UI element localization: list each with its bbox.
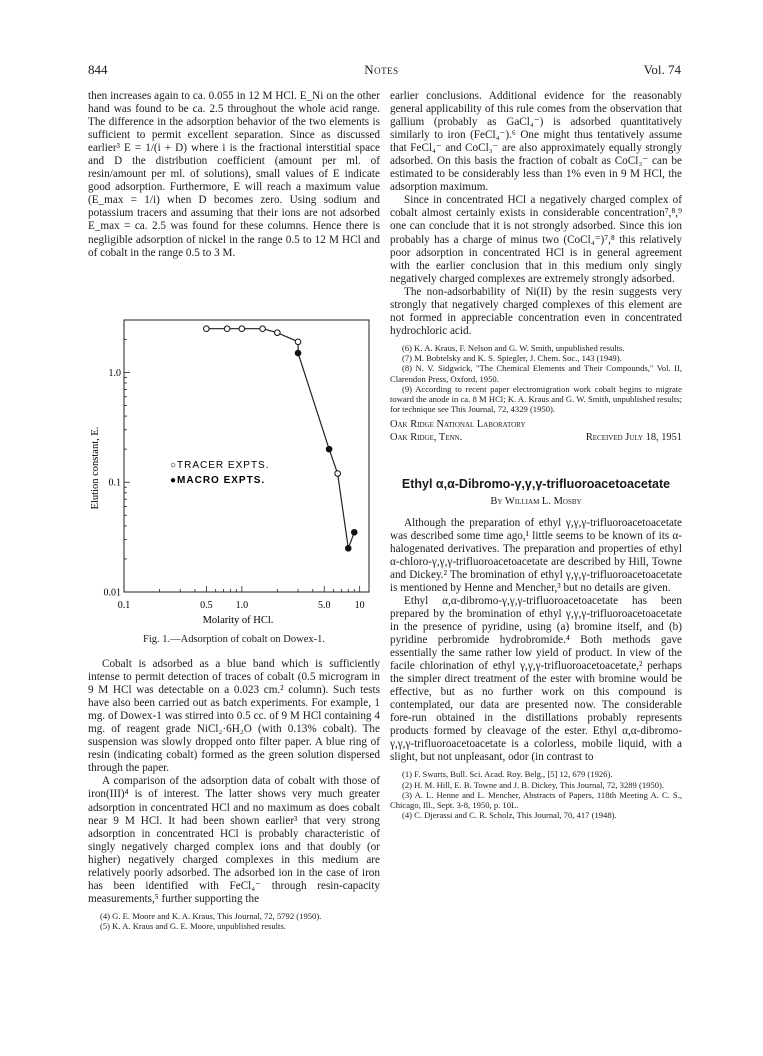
- legend: [170, 460, 270, 486]
- footnote: (7) M. Bobtelsky and K. S. Spiegler, J. Chem. Soc., 143 (1949).: [402, 353, 622, 364]
- x-axis-label: Molarity of HCl.: [202, 615, 274, 626]
- paragraph: Although the preparation of ethyl γ,γ,γ-trifluoroacetoacetate was described some time ago,¹ little seems to be known of its α-halogenated derivatives. The preparation and properties of ethyl α-chloro-γ,γ,γ-trifluoroacetoacetate are described by Hill, Towne and Dickey.² The bromination of ethyl γ,γ,γ-trifluoroacetoacetate is mentioned by Henne and Mencher,³ but no details are given.: [390, 516, 682, 594]
- footnote: (4) G. E. Moore and K. A. Kraus, This Journal, 72, 5792 (1950).: [100, 910, 322, 921]
- paragraph: The non-adsorbability of Ni(II) by the resin suggests very strongly that negatively charged complexes of this element are not formed in appreciable concentration even in concentrated hydrochloric acid.: [390, 285, 682, 337]
- macro-point: [351, 529, 357, 535]
- legend-macro: ●MACRO EXPTS.: [170, 475, 266, 486]
- figure-elution-chart: [88, 318, 380, 648]
- tracer-point: [239, 326, 245, 332]
- footnote: (1) F. Swarts, Bull. Sci. Acad. Roy. Belg., [5] 12, 679 (1926).: [402, 769, 613, 780]
- footnote: (2) H. M. Hill, E. B. Towne and J. B. Dickey, This Journal, 72, 3289 (1950).: [402, 779, 665, 790]
- x-tick-label: 0.5: [200, 600, 213, 611]
- footnote: (5) K. A. Kraus and G. E. Moore, unpublished results.: [100, 921, 286, 932]
- tracer-point: [224, 326, 230, 332]
- paragraph: then increases again to ca. 0.055 in 12 M HCl. E_Ni on the other hand was found to be ca. 2.5 throughout the whole acid range. The difference in the adsorption behavior of the two elements is sufficient to permit excellent separation. Since as discussed earlier³ E = 1/(i + D) where i is the fractional interstitial space and D the distribution coefficient (amount per ml. of resin/amount per ml. of solutions), small values of E indicate good adsorption. Furthermore, E will reach a maximum value (E_max = 1/i) when D becomes zero. Using sodium and potassium tracers and assuming that their ions are not adsorbed E_max = ca. 2.5 was found for these columns. Hence there is negligible adsorption of nickel in the range 0.5 to 12 M HCl and of cobalt in the range 0.5 to 3 M.: [88, 90, 380, 259]
- macro-point: [295, 350, 301, 356]
- x-tick-label: 1.0: [235, 600, 249, 611]
- section-header: Notes: [364, 62, 399, 77]
- paragraph: A comparison of the adsorption data of cobalt with those of iron(III)⁴ is of interest. The latter shows very much greater adsorption in concentrated HCl and no maximum as does cobalt near 9 M HCl. It had been shown earlier³ that very strong adsorption in concentrated HCl is probably characteristic of singly negatively charged complex ions and that doubly (or higher) negatively charged complexes in this medium are relatively poorly adsorbed. The adsorbed ion in the case of iron has been identified with FeCl₄⁻ through resin-capacity measurements,⁵ further supporting the: [88, 775, 380, 905]
- footnote: (8) N. V. Sidgwick, "The Chemical Elements and Their Compounds," Vol. II, Clarendon Press, Oxford, 1950.: [390, 363, 682, 384]
- footnote: (9) According to recent paper electromigration work cobalt begins to migrate toward the anode in ca. 8 M HCl; K. A. Kraus and G. W. Smith, unpublished results; for technique see This Journal, 72, 4329 (1950).: [390, 383, 682, 415]
- received-date: Received July 18, 1951: [585, 432, 682, 444]
- volume-label: Vol. 74: [643, 62, 681, 77]
- footnotes-right: [390, 343, 682, 414]
- affiliation-city-line: [390, 431, 682, 444]
- tracer-point: [275, 330, 281, 336]
- legend-tracer: ○TRACER EXPTS.: [170, 460, 270, 471]
- footnotes-article: [390, 769, 682, 820]
- footnote: (3) A. L. Henne and L. Mencher, Abstracts of Papers, 118th Meeting A. C. S., Chicago, Ill., Sept. 3-8, 1950, p. 10L.: [390, 789, 682, 810]
- affiliation-city: Oak Ridge, Tenn.: [390, 432, 463, 444]
- x-tick-label: 5.0: [317, 600, 331, 611]
- elution-curve: [206, 329, 354, 549]
- x-tick-label: 0.1: [117, 600, 131, 611]
- right-column: [390, 90, 682, 820]
- y-axis-label: Elution constant, E.: [90, 426, 101, 510]
- chart-svg: [88, 318, 380, 634]
- plot-frame: [124, 320, 369, 592]
- tracer-point: [295, 339, 301, 345]
- figure-caption: Fig. 1.—Adsorption of cobalt on Dowex-1.: [143, 634, 325, 645]
- paragraph: earlier conclusions. Additional evidence for the reasonably general applicability of this rule comes from the observation that gallium (probably as GaCl₄⁻) is adsorbed quantitatively similarly to iron (FeCl₄⁻).⁶ One might thus tentatively assume that FeCl₄⁻ and CoCl₃⁻ are also approximately equally strongly adsorbed. On this basis the fraction of cobalt as CoCl₃⁻ can be estimated to be considerably less than 1% even in 9 M HCl, the adsorption maximum.: [390, 90, 682, 194]
- x-tick-label: 10: [354, 600, 365, 611]
- left-column-top: [88, 90, 380, 260]
- y-tick-label: 0.1: [108, 477, 121, 489]
- paragraph: Cobalt is adsorbed as a blue band which is sufficiently intense to permit detection of traces of cobalt (0.5 microgram in 9 M HCl was detectable on a 0.023 cm.² column). Such tests have also been carried out as batch experiments. For example, 1 mg. of Dowex-1 was stirred into 0.5 cc. of 9 M HCl containing 4 mg. of reagent grade NiCl₂·6H₂O (with 0.13% cobalt). The suspension was slowly dropped onto filter paper. A blue ring of resin (indicating cobalt) formed as the green solution dispersed through the paper.: [88, 658, 380, 775]
- footnote: (6) K. A. Kraus, F. Nelson and G. W. Smith, unpublished results.: [402, 342, 625, 353]
- paragraph: Since in concentrated HCl a negatively charged complex of cobalt almost certainly exists in considerable concentration⁷,⁸,⁹ one can conclude that it is not strongly adsorbed. Since this ion probably has a charge of minus two (CoCl₄⁼)⁷,⁸ this relatively poor adsorption in concentrated HCl is in general agreement with the earlier conclusion that in this medium only singly negatively charged complexes are extremely strongly adsorbed.: [390, 194, 682, 285]
- macro-point: [326, 446, 332, 452]
- tracer-point: [335, 471, 341, 477]
- macro-point: [345, 546, 351, 552]
- y-tick-label: 0.01: [103, 587, 121, 599]
- tracer-point: [260, 326, 266, 332]
- y-tick-label: 1.0: [108, 367, 121, 379]
- affiliation: [390, 418, 682, 444]
- footnote: (4) C. Djerassi and C. R. Scholz, This Journal, 70, 417 (1948).: [402, 810, 617, 821]
- paragraph: Ethyl α,α-dibromo-γ,γ,γ-trifluoroacetoacetate has been prepared by the bromination of ethyl γ,γ,γ-trifluoroacetoacetate in the presence of pyridine, using (a) bromine itself, and (b) pyridine perbromide hydrobromide.⁴ Both methods gave essentially the same rather low yield of product. In view of the facile chlorination of ethyl γ,γ,γ-trifluoroacetoacetate,² perhaps the simpler direct treatment of the ester with bromine would be effective, but as no further work on this compound is contemplated, our data are presented now. The considerable fore-run obtained in the distillations probably represents products formed by cleavage of the ester. Ethyl α,α-dibromo-γ,γ,γ-trifluoroacetoacetate is a colorless, mobile liquid, with a slight, but not unpleasant, odor (in contrast to: [390, 594, 682, 764]
- page-number: 844: [88, 62, 108, 77]
- affiliation-lab: Oak Ridge National Laboratory: [390, 419, 526, 431]
- tracer-point: [204, 326, 210, 332]
- left-column-bottom: [88, 658, 380, 931]
- article-title: Ethyl α,α-Dibromo-γ,γ,γ-trifluoroacetoacetate: [401, 477, 671, 492]
- footnotes-left: [88, 911, 380, 931]
- article-author: By William L. Mosby: [490, 496, 582, 508]
